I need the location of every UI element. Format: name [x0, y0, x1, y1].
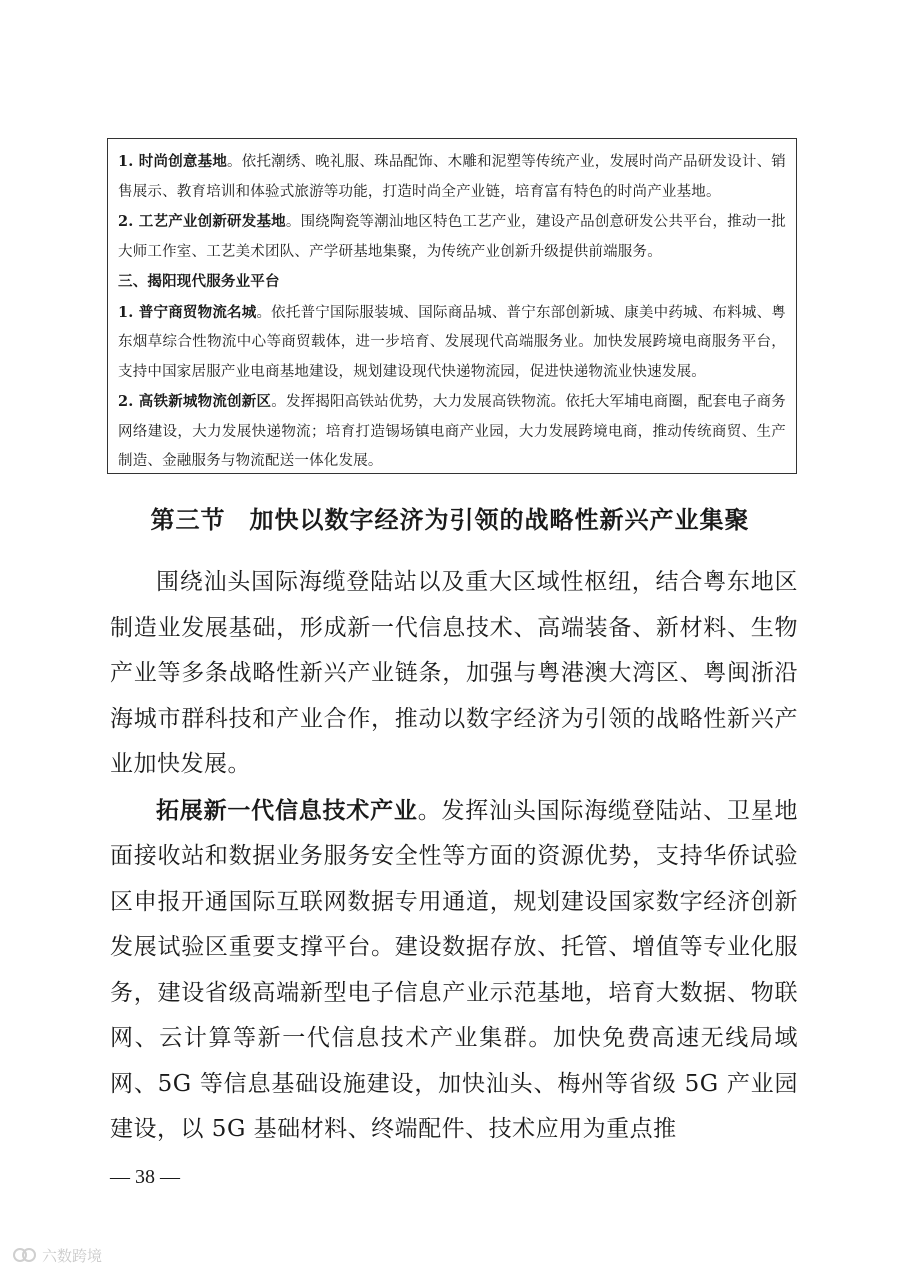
box-subheading-text: 三、揭阳现代服务业平台	[118, 273, 280, 290]
box-item-4-title: 2. 高铁新城物流创新区	[118, 393, 272, 410]
paragraph-2-text: 。发挥汕头国际海缆登陆站、卫星地面接收站和数据业务服务安全性等方面的资源优势，支持华侨试验区申报开通国际互联网数据专用通道，规划建设国家数字经济创新发展试验区重要支撑平台。建设数据存放、托管、增值等专业化服务，建设省级高端新型电子信息产业示范基地，培育大数据、物联网、云计算等新一代信息技术产业集群。加快免费高速无线局域网、5G 等信息基础设施建设，加快汕头、梅州等省级 5G 产业园建设，以 5G 基础材料、终端配件、技术应用为重点推	[110, 797, 799, 1142]
box-item-2-text: 。围绕陶瓷等潮汕地区特色工艺产业，建设产品创意研发公共平台，推动一批大师工作室、工艺美术团队、产学研基地集聚，为传统产业创新升级提供前端服务。	[118, 214, 786, 260]
section-number: 第三节	[150, 505, 226, 534]
body-text	[110, 560, 798, 1153]
watermark-text: 六数跨境	[42, 1247, 103, 1265]
info-box	[107, 138, 797, 474]
box-subheading	[118, 267, 786, 298]
paragraph-2-title: 拓展新一代信息技术产业	[156, 796, 418, 824]
paragraph-2	[110, 788, 798, 1153]
box-item-3	[118, 298, 786, 388]
box-item-2	[118, 207, 786, 267]
paragraph-1: 围绕汕头国际海缆登陆站以及重大区域性枢纽，结合粤东地区制造业发展基础，形成新一代信息技术、高端装备、新材料、生物产业等多条战略性新兴产业链条，加强与粤港澳大湾区、粤闽浙沿海城市群科技和产业合作，推动以数字经济为引领的战略性新兴产业加快发展。	[110, 569, 798, 777]
watermark	[12, 1245, 102, 1268]
page-number: — 38 —	[110, 1166, 180, 1188]
box-item-1	[118, 147, 786, 207]
box-item-1-text: 。依托潮绣、晚礼服、珠品配饰、木雕和泥塑等传统产业，发展时尚产品研发设计、销售展示、教育培训和体验式旅游等功能，打造时尚全产业链，培育富有特色的时尚产业基地。	[118, 154, 786, 200]
box-item-2-title: 2. 工艺产业创新研发基地	[118, 213, 286, 230]
box-item-3-title: 1. 普宁商贸物流名城	[118, 303, 257, 321]
box-item-3-text: 。依托普宁国际服装城、国际商品城、普宁东部创新城、康美中药城、布料城、粤东烟草综合性物流中心等商贸载体，进一步培育、发展现代高端服务业。加快发展跨境电商服务平台，支持中国家居服产业电商基地建设，规划建设现代快递物流园，促进快递物流业快速发展。	[118, 304, 786, 380]
section-title-text: 加快以数字经济为引领的战略性新兴产业集聚	[249, 505, 750, 534]
box-item-4	[118, 387, 786, 477]
box-item-1-title: 1. 时尚创意基地	[118, 153, 228, 170]
section-title	[0, 500, 900, 535]
watermark-logo-icon	[12, 1246, 38, 1268]
box-item-4-text: 。发挥揭阳高铁站优势，大力发展高铁物流。依托大军埔电商圈，配套电子商务网络建设，大力发展快递物流；培育打造锡场镇电商产业园，大力发展跨境电商，推动传统商贸、生产制造、金融服务与物流配送一体化发展。	[118, 394, 786, 469]
